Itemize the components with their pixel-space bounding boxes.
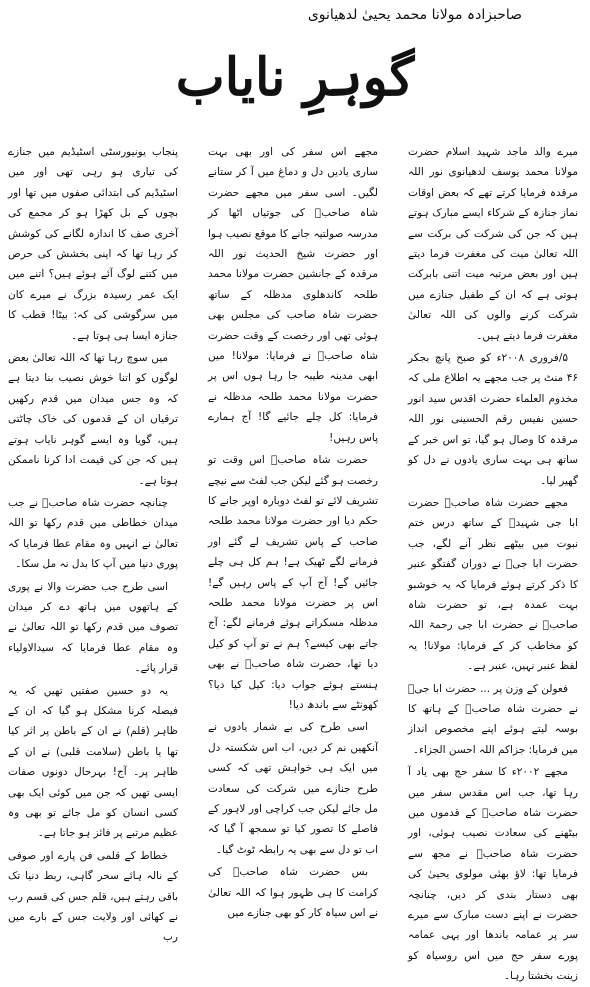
paragraph: چنانچہ حضرت شاہ صاحبؒ نے جب میدان خطاطی میں قدم رکھا تو اللہ تعالیٰ نے انہیں وہ مقام عطا فرمایا کہ پوری دنیا میں آپ کا بدل نہ مل سکا۔ bbox=[8, 496, 178, 571]
paragraph: ۵/فروری ۲۰۰۸ء کو صبح پانچ بجکر ۴۶ منٹ پر جب مجھے یہ اطلاع ملی کہ مخدوم العلماء حضرت اقدس سید انور حسین نفیس رقم الحسینی نور اللہ مرقدہ کا وصال ہو گیا، تو اس خبر کے ساتھ ہی بہت ساری یادوں نے دل کو گھیر لیا۔ bbox=[408, 352, 578, 487]
paragraph: بس حضرت شاہ صاحبؒ کی کرامت کا ہی ظہور ہوا کہ اللہ تعالیٰ نے اس سیاہ کار کو بھی جنازے میں bbox=[208, 866, 378, 920]
text-column-right bbox=[408, 142, 578, 983]
paragraph: مجھے حضرت شاہ صاحبؒ حضرت ابا جی شہیدؒ کے ساتھ درس ختم نبوت میں بیٹھے نظر آنے لگے، جب حضرت ابا جیؒ نے دوران گفتگو عنبر کا ذکر کرتے ہوئے فرمایا کہ یہ خوشبو بہت عمدہ ہے، تو حضرت شاہ صاحبؒ نے حضرت ابا جی رحمۃ اللہ کو مخاطب کر کے فرمایا: مولانا! یہ لفظ عنبر نہیں، عنبر ہے۔ bbox=[408, 496, 578, 673]
paragraph: اسی طرح جب حضرت والا نے پوری کے ہاتھوں میں ہاتھ دے کر میدان تصوف میں قدم رکھا تو اللہ تعالیٰ نے وہ مقام عطا فرمایا کہ سیدالاولیاء قرار پائے۔ bbox=[8, 580, 178, 675]
text-column-middle bbox=[208, 142, 378, 920]
paragraph: مجھے ۲۰۰۲ء کا سفر حج بھی یاد آ رہا تھا، جب اس مقدس سفر میں حضرت شاہ صاحبؒ کے قدموں میں بیٹھنے کی سعادت نصیب ہوئی، اور حضرت شاہ صاحبؒ نے مجھ سے فرمایا تھا: لاؤ بھئی مولوی یحییٰ کی بھی دستار بندی کر دیں، چنانچہ حضرت نے اپنے دست مبارک سے میرے سر پر عمامہ باندھا اور یہی عمامہ پورے سفر حج میں اس روسیاہ کو زینت بخشتا رہا۔ bbox=[408, 766, 578, 983]
paragraph: یہ دو حسین صفتیں تھیں کہ یہ فیصلہ کرنا مشکل ہو گیا کہ ان کے ظاہر (قلم) نے ان کے باطن پر اثر کیا تھا یا باطن (سلامت قلبی) نے ان کے ظاہر پر۔ آج! بہرحال دونوں صفات ایسی تھیں کہ جن میں کوئی ایک بھی کسی انسان کو مل جائے تو بھی وہ عظیم مرتبے پر فائز ہو جاتا ہے۔ bbox=[8, 684, 178, 840]
text-column-left bbox=[8, 142, 178, 944]
article-title: گوہرِ نایاب bbox=[175, 47, 415, 108]
paragraph: میں سوچ رہا تھا کہ اللہ تعالیٰ بعض لوگوں کو اتنا خوش نصیب بنا دیتا ہے کہ وہ جس میدان میں قدم رکھیں ترقیاں ان کے قدموں کی خاک چاٹتی ہیں، گویا وہ ایسے گوہر نایاب ہوتے ہیں کہ جن کی قیمت ادا کرنا ناممکن ہوتا ہے۔ bbox=[8, 352, 178, 487]
paragraph: اسی طرح کی بے شمار یادوں نے آنکھیں نم کر دیں، اب اس شکستہ دل میں ایک ہی خواہش تھی کہ کسی طرح جنازے میں شرکت کی سعادت مل جائے لیکن جب کراچی اور لاہور کے فاصلے کا تصور کیا تو سمجھ آ گیا کہ اب تو دل سے بھی یہ رابطہ ٹوٹ گیا۔ bbox=[208, 721, 378, 856]
paragraph: پنجاب یونیورسٹی اسٹیڈیم میں جنازے کی تیاری ہو رہی تھی اور میں اسٹیڈیم کی ابتدائی صفوں میں تھا اور بچوں کے بل کھڑا ہو کر مجمع کی آخری صف کا اندازہ لگانے کی کوشش کر رہا تھا کہ اپنی بخشش کی حرص میں کتنے لوگ آئے ہوئے ہیں؟ اتنے میں ایک عمر رسیدہ بزرگ نے میرے کان میں سرگوشی کی کہ: بیٹا! قطب کا جنازہ ایسا ہی ہوتا ہے۔ bbox=[8, 146, 178, 342]
paragraph: مجھے اس سفر کی اور بھی بہت ساری یادیں دل و دماغ میں آ کر ستانے لگیں۔ اسی سفر میں مجھے حضرت شاہ صاحبؒ کی جوتیاں اٹھا کر مدرسہ صولتیہ جانے کا موقع نصیب ہوا اور حضرت شیخ الحدیث نور اللہ مرقدہ کے جانشین حضرت مولانا محمد طلحہ کاندھلوی مدظلہ کے ساتھ حضرت شاہ صاحب کی مجلس بھی ہوئی تھی اور رخصت کے وقت حضرت شاہ صاحبؒ نے فرمایا: مولانا! میں ابھی مدینہ طیبہ جا رہا ہوں اس پر حضرت مولانا محمد طلحہ مدظلہ نے فرمایا: کل چلے جائیے گا! آج ہمارے پاس رہیں! bbox=[208, 146, 378, 444]
paragraph: حضرت شاہ صاحبؒ اس وقت تو رخصت ہو گئے لیکن جب لفٹ سے نیچے تشریف لائے تو لفٹ دوبارہ اوپر جانے کا حکم دیا اور حضرت مولانا محمد طلحہ صاحب کے پاس تشریف لے گئے اور فرمانے لگے ٹھیک ہے! ہم کل ہی چلے جائیں گے! آج آپ کے پاس رہیں گے! اس پر حضرت مولانا محمد طلحہ مدظلہ مسکراتے ہوئے فرمانے لگے: آج جاتے بھی کیسے؟ ہم نے تو آپ کو کیل دیا تھا، حضرت شاہ صاحبؒ نے بھی ہنستے ہوئے جواب دیا: کیل کیا دیا؟ کھونٹے سے باندھ دیا! bbox=[208, 454, 378, 711]
paragraph: خطاط کے قلمی فن پارے اور صوفی کے نالہ ہائے سحر گاہی، ربط دنیا تک باقی رہتے ہیں، قلم جس کی قسم رب نے کھائی اور ولایت جس کے بارے میں رب bbox=[8, 849, 178, 944]
paragraph: میرے والد ماجد شہید اسلام حضرت مولانا محمد یوسف لدھیانوی نور اللہ مرقدہ فرمایا کرتے تھے کہ بعض اوقات نماز جنازہ کے شرکاء ایسے مبارک ہوتے ہیں کہ جن کی شرکت کی برکت سے اللہ تعالیٰ میت کی مغفرت فرما دیتے ہیں اور بعض مرتبہ میت اتنی بابرکت ہوتی ہے کہ ان کے طفیل جنازے میں شرکت کرنے والوں کی اللہ تعالیٰ مغفرت فرما دیتے ہیں۔ bbox=[408, 146, 578, 342]
paragraph: فعولن کے وزن پر ... حضرت ابا جیؒ نے حضرت شاہ صاحبؒ کے ہاتھ کا بوسہ لیتے ہوئے اپنے مخصوص انداز میں فرمایا: جزاکم اللہ احسن الجزاء۔ bbox=[408, 682, 578, 756]
author-byline: صاحبزادہ مولانا محمد یحییٰ لدھیانوی bbox=[307, 7, 522, 23]
